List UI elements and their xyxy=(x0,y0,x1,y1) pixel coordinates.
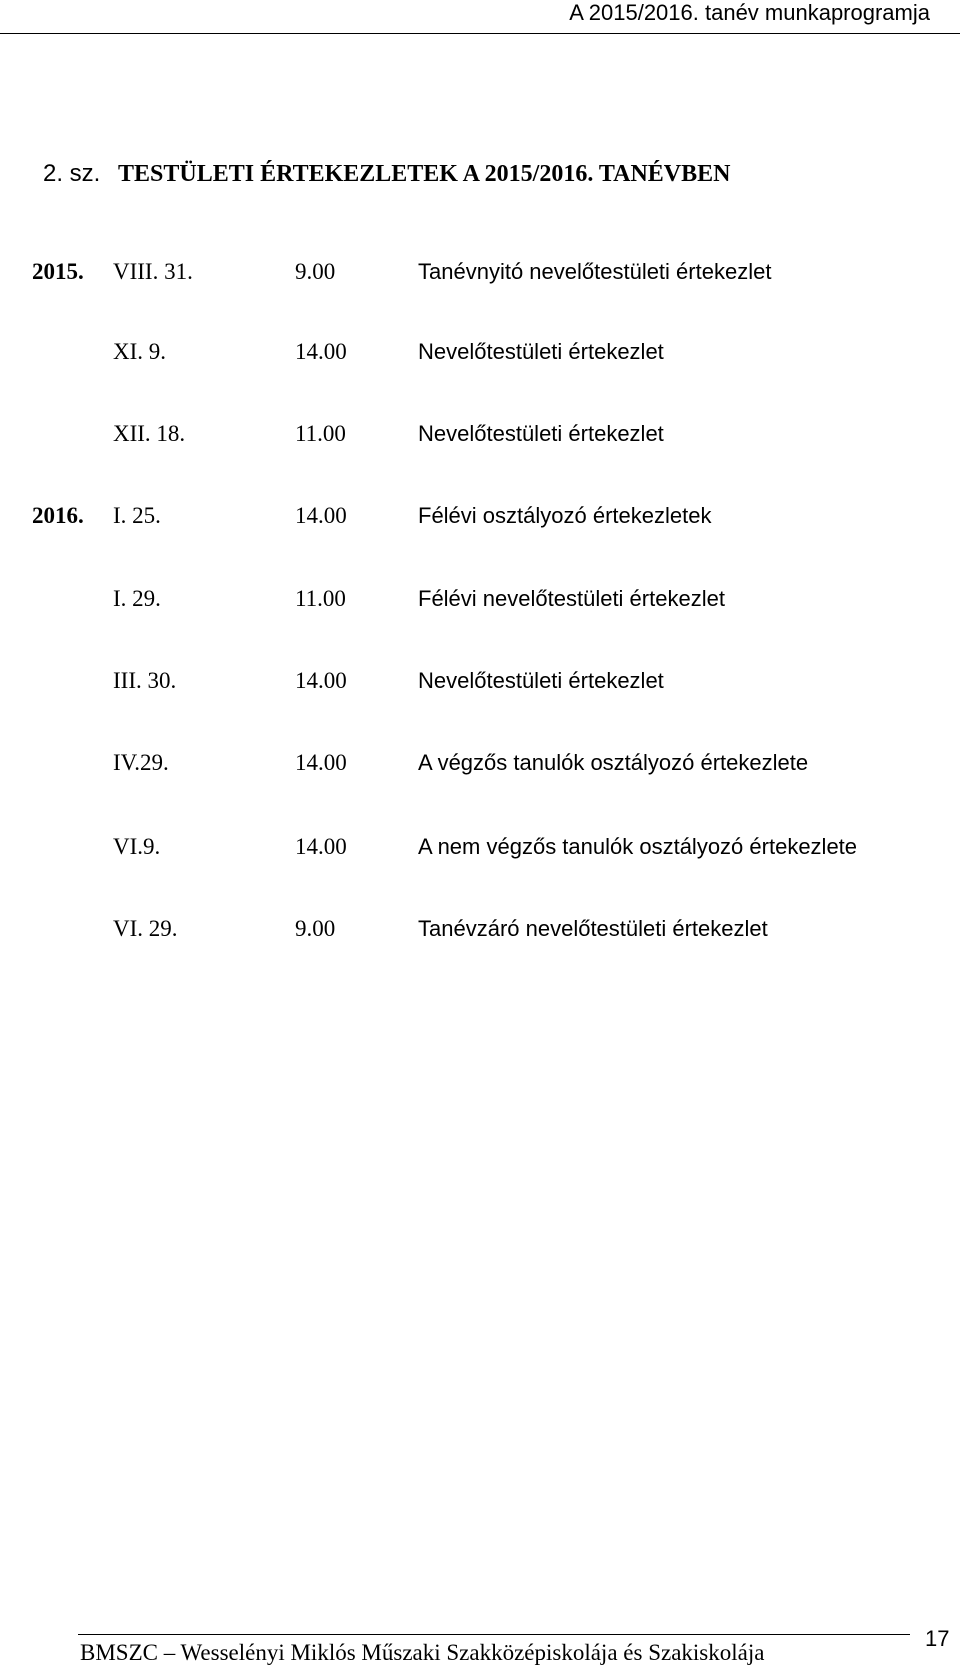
meeting-row xyxy=(0,421,960,451)
meeting-time: 14.00 xyxy=(295,339,347,364)
meeting-row xyxy=(0,586,960,616)
meeting-event: A végzős tanulók osztályozó értekezlete xyxy=(418,750,809,775)
meeting-date: XII. 18. xyxy=(113,421,186,446)
meeting-row xyxy=(0,834,960,864)
meeting-event: Tanévnyitó nevelőtestületi értekezlet xyxy=(418,259,772,284)
section-number: 2. sz. xyxy=(43,160,101,187)
footer-divider xyxy=(78,1634,910,1635)
meeting-date: VIII. 31. xyxy=(113,259,193,284)
meeting-event: Nevelőtestületi értekezlet xyxy=(418,668,664,693)
meeting-event: Nevelőtestületi értekezlet xyxy=(418,421,664,446)
meeting-row xyxy=(0,916,960,946)
meeting-row xyxy=(0,339,960,369)
section-heading xyxy=(43,160,730,188)
meeting-time: 11.00 xyxy=(295,421,346,446)
header-divider xyxy=(0,33,960,34)
meeting-event: Nevelőtestületi értekezlet xyxy=(418,339,664,364)
meeting-time: 11.00 xyxy=(295,586,346,611)
meeting-event: A nem végzős tanulók osztályozó értekezlete xyxy=(418,834,858,859)
meeting-date: XI. 9. xyxy=(113,339,167,364)
page-number: 17 xyxy=(925,1626,950,1651)
meeting-year: 2015. xyxy=(32,259,84,284)
meeting-date: I. 25. xyxy=(113,503,161,528)
meeting-row xyxy=(0,503,960,533)
meeting-event: Félévi nevelőtestületi értekezlet xyxy=(418,586,725,611)
meeting-event: Tanévzáró nevelőtestületi értekezlet xyxy=(418,916,768,941)
meeting-date: III. 30. xyxy=(113,668,177,693)
meeting-date: VI. 29. xyxy=(113,916,178,941)
meeting-row xyxy=(0,259,960,289)
meeting-time: 14.00 xyxy=(295,750,347,775)
meeting-year: 2016. xyxy=(32,503,84,528)
footer-school-name: BMSZC – Wesselényi Miklós Műszaki Szakközépiskolája és Szakiskolája xyxy=(80,1640,765,1665)
meeting-date: VI.9. xyxy=(113,834,161,859)
meeting-row xyxy=(0,668,960,698)
section-title: TESTÜLETI ÉRTEKEZLETEK A 2015/2016. TANÉVBEN xyxy=(118,161,731,187)
meeting-time: 9.00 xyxy=(295,259,336,284)
meeting-row xyxy=(0,750,960,780)
meeting-event: Félévi osztályozó értekezletek xyxy=(418,503,712,528)
header-title: A 2015/2016. tanév munkaprogramja xyxy=(569,0,930,25)
meeting-date: IV.29. xyxy=(113,750,169,775)
meeting-time: 9.00 xyxy=(295,916,336,941)
meeting-time: 14.00 xyxy=(295,834,347,859)
meeting-date: I. 29. xyxy=(113,586,161,611)
meeting-time: 14.00 xyxy=(295,668,347,693)
meeting-time: 14.00 xyxy=(295,503,347,528)
